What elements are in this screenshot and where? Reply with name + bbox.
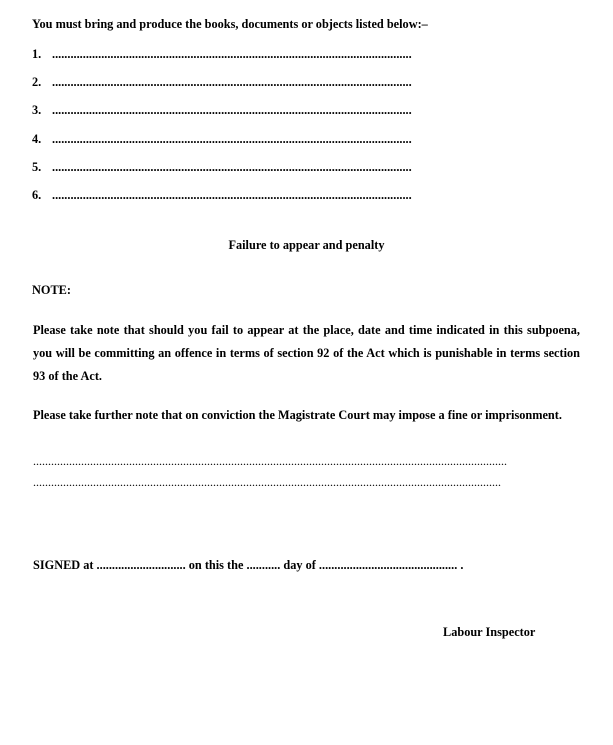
- blank-line: ..............................................................................................................................................................: [33, 454, 507, 468]
- item-blank: .....................................................................................................................: [52, 47, 412, 61]
- blank-line: ............................................................................................................................................................: [33, 475, 501, 489]
- signed-line: SIGNED at ............................. on this the ........... day of ............................................. .: [33, 558, 464, 572]
- conviction-paragraph: Please take further note that on conviction the Magistrate Court may impose a fine or imprisonment.: [33, 408, 562, 422]
- section-heading: Failure to appear and penalty: [228, 238, 385, 252]
- penalty-paragraph: Please take note that should you fail to appear at the place, date and time indicated in this subpoena, you will be committing an offence in terms of section 92 of the Act which is punishable in terms section 93 of the Act.: [33, 323, 580, 383]
- item-blank: .....................................................................................................................: [52, 188, 412, 202]
- intro-text: You must bring and produce the books, documents or objects listed below:–: [32, 17, 428, 31]
- item-number: 6.: [32, 188, 42, 202]
- item-number: 1.: [32, 47, 42, 61]
- item-blank: .....................................................................................................................: [52, 132, 412, 146]
- note-label: NOTE:: [32, 283, 71, 297]
- item-number: 4.: [32, 132, 42, 146]
- item-number: 5.: [32, 160, 42, 174]
- item-blank: .....................................................................................................................: [52, 75, 412, 89]
- item-blank: .....................................................................................................................: [52, 103, 412, 117]
- signatory-title: Labour Inspector: [443, 625, 536, 639]
- item-number: 2.: [32, 75, 42, 89]
- item-blank: .....................................................................................................................: [52, 160, 412, 174]
- item-number: 3.: [32, 103, 42, 117]
